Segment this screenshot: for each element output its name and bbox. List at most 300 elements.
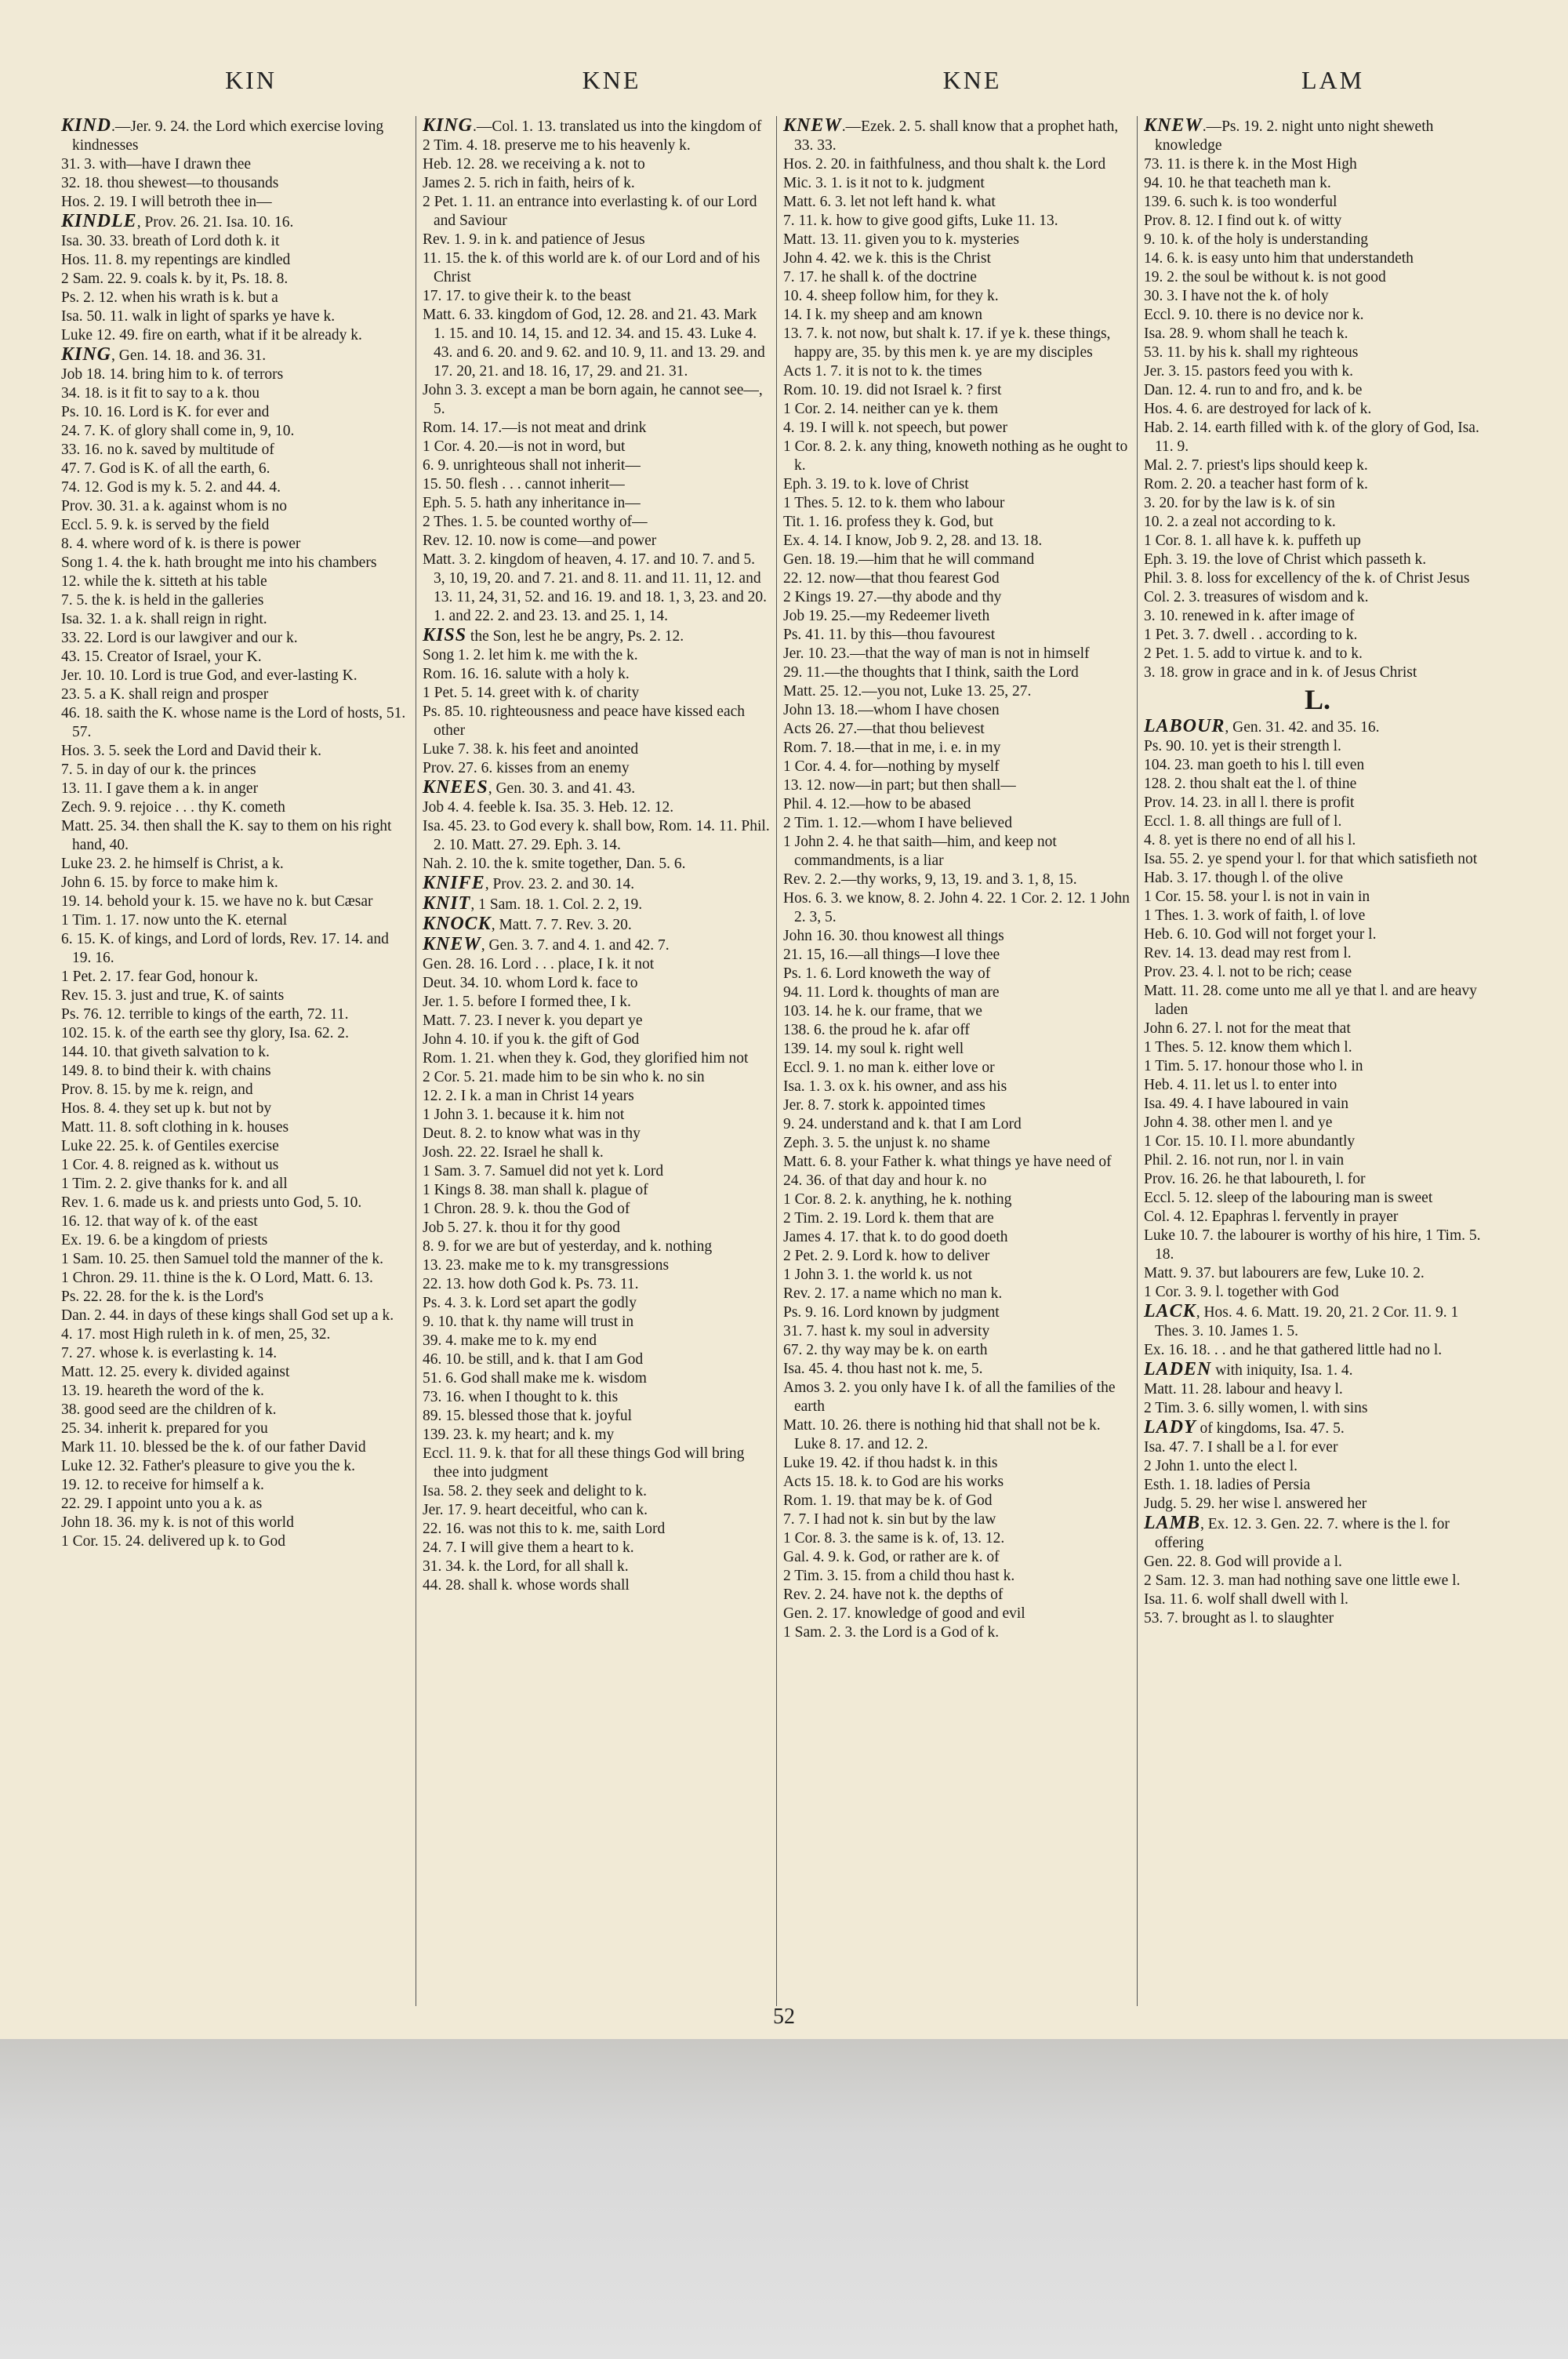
concordance-entry: Eccl. 11. 9. k. that for all these things God will bring thee into judgment	[423, 1445, 745, 1481]
concordance-entry: 1 Sam. 10. 25. then Samuel told the manner of the k.	[61, 1251, 384, 1267]
concordance-entry: 1 Sam. 2. 3. the Lord is a God of k.	[783, 1624, 1000, 1641]
concordance-entry: Isa. 11. 6. wolf shall dwell with l.	[1144, 1591, 1348, 1608]
concordance-entry: Tit. 1. 16. profess they k. God, but	[783, 514, 993, 530]
concordance-entry: 139. 23. k. my heart; and k. my	[423, 1427, 615, 1443]
column-4	[1137, 116, 1497, 2006]
concordance-entry: 1 Pet. 5. 14. greet with k. of charity	[423, 685, 640, 701]
concordance-entry: 4. 17. most High ruleth in k. of men, 25, 32.	[61, 1326, 331, 1343]
concordance-entry: 1 Cor. 4. 8. reigned as k. without us	[61, 1157, 279, 1173]
concordance-entry: Gen. 22. 8. God will provide a l.	[1144, 1554, 1342, 1570]
concordance-entry: Matt. 25. 12.—you not, Luke 13. 25, 27.	[783, 683, 1032, 700]
concordance-entry: 31. 34. k. the Lord, for all shall k.	[423, 1558, 629, 1575]
concordance-entry: KNOCK, Matt. 7. 7. Rev. 3. 20.	[423, 914, 632, 934]
column-3	[776, 116, 1137, 2006]
concordance-entry: Ps. 22. 28. for the k. is the Lord's	[61, 1289, 264, 1305]
concordance-entry: Prov. 14. 23. in all l. there is profit	[1144, 794, 1355, 811]
concordance-entry: Rom. 7. 18.—that in me, i. e. in my	[783, 740, 1001, 756]
concordance-entry: Job 5. 27. k. thou it for thy good	[423, 1219, 620, 1236]
concordance-entry: John 4. 42. we k. this is the Christ	[783, 250, 991, 267]
concordance-entry: KING, Gen. 14. 18. and 36. 31.	[61, 344, 267, 365]
concordance-entry: Ex. 4. 14. I know, Job 9. 2, 28. and 13. 18.	[783, 533, 1043, 549]
concordance-entry: Eccl. 9. 1. no man k. either love or	[783, 1060, 995, 1076]
concordance-entry: 67. 2. thy way may be k. on earth	[783, 1342, 988, 1358]
concordance-entry: Job 19. 25.—my Redeemer liveth	[783, 608, 990, 624]
headword: KING	[423, 116, 474, 136]
concordance-entry: 46. 10. be still, and k. that I am God	[423, 1351, 644, 1368]
concordance-entry: 8. 4. where word of k. is there is power	[61, 536, 301, 552]
concordance-entry: 104. 23. man goeth to his l. till even	[1144, 757, 1365, 773]
concordance-entry: 1 Chron. 29. 11. thine is the k. O Lord, Matt. 6. 13.	[61, 1270, 373, 1286]
concordance-entry: 10. 4. sheep follow him, for they k.	[783, 288, 999, 304]
concordance-entry: 13. 11. I gave them a k. in anger	[61, 780, 259, 797]
concordance-entry: Jer. 10. 10. Lord is true God, and ever-lasting K.	[61, 667, 358, 684]
concordance-entry: John 3. 3. except a man be born again, he cannot see—, 5.	[423, 382, 763, 417]
concordance-entry: Isa. 58. 2. they seek and delight to k.	[423, 1483, 647, 1499]
page-number: 52	[773, 2005, 795, 2029]
concordance-entry: 2 Tim. 2. 19. Lord k. them that are	[783, 1210, 994, 1227]
concordance-entry: 1 Tim. 2. 2. give thanks for k. and all	[61, 1176, 288, 1192]
concordance-entry: 1 Cor. 8. 1. all have k. k. puffeth up	[1144, 533, 1361, 549]
concordance-entry: Prov. 8. 12. I find out k. of witty	[1144, 213, 1342, 229]
concordance-entry: 2 Thes. 1. 5. be counted worthy of—	[423, 514, 648, 530]
concordance-entry: 1 Cor. 3. 9. l. together with God	[1144, 1284, 1339, 1300]
concordance-entry: Luke 12. 32. Father's pleasure to give you the k.	[61, 1458, 356, 1474]
headword: KING	[61, 344, 112, 365]
concordance-entry: Isa. 28. 9. whom shall he teach k.	[1144, 325, 1348, 342]
concordance-entry: 13. 12. now—in part; but then shall—	[783, 777, 1016, 794]
concordance-entry: 32. 18. thou shewest—to thousands	[61, 175, 279, 191]
concordance-entry: 22. 16. was not this to k. me, saith Lord	[423, 1521, 666, 1537]
concordance-entry: 94. 11. Lord k. thoughts of man are	[783, 984, 1000, 1001]
concordance-entry: 38. good seed are the children of k.	[61, 1401, 277, 1418]
concordance-entry: 2 Pet. 1. 11. an entrance into everlasting k. of our Lord and Saviour	[423, 194, 757, 229]
concordance-entry: 24. 36. of that day and hour k. no	[783, 1172, 987, 1189]
concordance-entry: Hos. 4. 6. are destroyed for lack of k.	[1144, 401, 1372, 417]
concordance-entry: Matt. 10. 26. there is nothing hid that shall not be k. Luke 8. 17. and 12. 2.	[783, 1417, 1101, 1452]
concordance-entry: Matt. 12. 25. every k. divided against	[61, 1364, 290, 1380]
concordance-entry: 1 Pet. 2. 17. fear God, honour k.	[61, 969, 259, 985]
concordance-entry: Prov. 16. 26. he that laboureth, l. for	[1144, 1171, 1366, 1187]
concordance-entry: 102. 15. k. of the earth see thy glory, Isa. 62. 2.	[61, 1025, 349, 1041]
concordance-entry: 9. 24. understand and k. that I am Lord	[783, 1116, 1022, 1132]
concordance-entry: Isa. 49. 4. I have laboured in vain	[1144, 1096, 1349, 1112]
concordance-entry: 1 Tim. 1. 17. now unto the K. eternal	[61, 912, 288, 929]
header-kne-2: KNE	[942, 66, 1002, 94]
concordance-entry: L.	[1304, 684, 1330, 715]
concordance-entry: 2 Cor. 5. 21. made him to be sin who k. no sin	[423, 1069, 705, 1085]
concordance-entry: 1 John 3. 1. the world k. us not	[783, 1267, 973, 1283]
concordance-entry: 2 Kings 19. 27.—thy abode and thy	[783, 589, 1002, 605]
concordance-entry: Ps. 85. 10. righteousness and peace have kissed each other	[423, 703, 746, 739]
concordance-entry: 1 Thes. 5. 12. know them which l.	[1144, 1039, 1352, 1056]
concordance-entry: 1 Kings 8. 38. man shall k. plague of	[423, 1182, 648, 1198]
concordance-entry: Isa. 1. 3. ox k. his owner, and ass his	[783, 1078, 1007, 1095]
concordance-entry: Eph. 5. 5. hath any inheritance in—	[423, 495, 641, 511]
concordance-entry: Luke 23. 2. he himself is Christ, a k.	[61, 856, 284, 872]
concordance-entry: Ps. 10. 16. Lord is K. for ever and	[61, 404, 270, 420]
page-background	[0, 2039, 1568, 2359]
concordance-entry: KNEW.—Ezek. 2. 5. shall know that a prophet hath, 33. 33.	[783, 116, 1119, 154]
concordance-entry: Col. 4. 12. Epaphras l. fervently in prayer	[1144, 1209, 1399, 1225]
concordance-entry: Zeph. 3. 5. the unjust k. no shame	[783, 1135, 990, 1151]
concordance-entry: Matt. 13. 11. given you to k. mysteries	[783, 231, 1019, 248]
concordance-entry: Heb. 6. 10. God will not forget your l.	[1144, 926, 1377, 943]
concordance-entry: 25. 34. inherit k. prepared for you	[61, 1420, 268, 1437]
concordance-entry: 14. 6. k. is easy unto him that understandeth	[1144, 250, 1414, 267]
concordance-entry: John 16. 30. thou knowest all things	[783, 928, 1004, 944]
concordance-entry: Hos. 6. 3. we know, 8. 2. John 4. 22. 1 Cor. 2. 12. 1 John 2. 3, 5.	[783, 890, 1130, 925]
concordance-entry: 12. 2. I k. a man in Christ 14 years	[423, 1088, 634, 1104]
concordance-entry: Jer. 3. 15. pastors feed you with k.	[1144, 363, 1354, 380]
concordance-entry: 2 Pet. 1. 5. add to virtue k. and to k.	[1144, 645, 1363, 662]
concordance-entry: Josh. 22. 22. Israel he shall k.	[423, 1144, 604, 1161]
concordance-entry: Jer. 1. 5. before I formed thee, I k.	[423, 994, 631, 1010]
concordance-entry: 73. 11. is there k. in the Most High	[1144, 156, 1357, 173]
concordance-entry: Mal. 2. 7. priest's lips should keep k.	[1144, 457, 1368, 474]
concordance-entry: James 2. 5. rich in faith, heirs of k.	[423, 175, 635, 191]
concordance-entry: John 13. 18.—whom I have chosen	[783, 702, 1000, 718]
concordance-entry: Rom. 14. 17.—is not meat and drink	[423, 420, 647, 436]
concordance-entry: 53. 7. brought as l. to slaughter	[1144, 1610, 1334, 1627]
concordance-entry: 1 Cor. 2. 14. neither can ye k. them	[783, 401, 999, 417]
concordance-entry: Heb. 4. 11. let us l. to enter into	[1144, 1077, 1338, 1093]
concordance-entry: 19. 2. the soul be without k. is not good	[1144, 269, 1386, 285]
concordance-entry: 22. 12. now—that thou fearest God	[783, 570, 1000, 587]
concordance-entry: 46. 18. saith the K. whose name is the Lord of hosts, 51. 57.	[61, 705, 406, 740]
concordance-entry: 1 Tim. 5. 17. honour those who l. in	[1144, 1058, 1363, 1074]
concordance-entry: Matt. 9. 37. but labourers are few, Luke 10. 2.	[1144, 1265, 1425, 1281]
concordance-entry: Job 4. 4. feeble k. Isa. 35. 3. Heb. 12. 12.	[423, 799, 674, 816]
concordance-entry: Matt. 25. 34. then shall the K. say to them on his right hand, 40.	[61, 818, 392, 853]
concordance-entry: 47. 7. God is K. of all the earth, 6.	[61, 460, 270, 477]
concordance-entry: Rev. 2. 2.—thy works, 9, 13, 19. and 3. 1, 8, 15.	[783, 871, 1077, 888]
concordance-entry: KNIT, 1 Sam. 18. 1. Col. 2. 2, 19.	[423, 893, 643, 914]
concordance-entry: 94. 10. he that teacheth man k.	[1144, 175, 1331, 191]
concordance-entry: 1 Cor. 15. 24. delivered up k. to God	[61, 1533, 285, 1550]
concordance-entry: 74. 12. God is my k. 5. 2. and 44. 4.	[61, 479, 281, 496]
concordance-entry: 2 Sam. 12. 3. man had nothing save one little ewe l.	[1144, 1572, 1461, 1589]
concordance-entry: 1 Cor. 4. 4. for—nothing by myself	[783, 758, 1000, 775]
concordance-entry: 1 Cor. 15. 58. your l. is not in vain in	[1144, 889, 1370, 905]
concordance-entry: Deut. 8. 2. to know what was in thy	[423, 1125, 641, 1142]
concordance-entry: Matt. 6. 33. kingdom of God, 12. 28. and 21. 43. Mark 1. 15. and 10. 14, 15. and 12. 34. and 15. 43. Luke 4. 43. and 6. 20. and 9. 62. and 10. 9, 11. and 13. 29. and 17. 20, 21. and 18. 16, 17, 29. and 21. 31.	[423, 307, 765, 380]
concordance-entry: KINDLE, Prov. 26. 21. Isa. 10. 16.	[61, 211, 294, 231]
concordance-entry: 12. while the k. sitteth at his table	[61, 573, 267, 590]
headword: KNEW	[783, 116, 842, 136]
concordance-entry: Eccl. 1. 8. all things are full of l.	[1144, 813, 1342, 830]
concordance-entry: 4. 19. I will k. not speech, but power	[783, 420, 1007, 436]
concordance-entry: 7. 5. the k. is held in the galleries	[61, 592, 264, 609]
concordance-entry: 30. 3. I have not the k. of holy	[1144, 288, 1329, 304]
concordance-entry: Rev. 1. 9. in k. and patience of Jesus	[423, 231, 645, 248]
concordance-entry: Isa. 45. 23. to God every k. shall bow, Rom. 14. 11. Phil. 2. 10. Matt. 27. 29. Eph. 3. 14.	[423, 818, 770, 853]
concordance-entry: 2 Tim. 3. 6. silly women, l. with sins	[1144, 1400, 1368, 1416]
concordance-entry: Eph. 3. 19. to k. love of Christ	[783, 476, 969, 493]
concordance-entry: 24. 7. I will give them a heart to k.	[423, 1539, 634, 1556]
concordance-entry: 2 Pet. 2. 9. Lord k. how to deliver	[783, 1248, 990, 1264]
concordance-entry: James 4. 17. that k. to do good doeth	[783, 1229, 1008, 1245]
concordance-entry: Col. 2. 3. treasures of wisdom and k.	[1144, 589, 1369, 605]
concordance-entry: 6. 9. unrighteous shall not inherit—	[423, 457, 641, 474]
concordance-entry: 1 Cor. 8. 3. the same is k. of, 13. 12.	[783, 1530, 1005, 1547]
concordance-entry: 29. 11.—the thoughts that I think, saith the Lord	[783, 664, 1079, 681]
headword: KIND	[61, 116, 112, 136]
concordance-entry: Ex. 19. 6. be a kingdom of priests	[61, 1232, 268, 1249]
concordance-entry: Job 18. 14. bring him to k. of terrors	[61, 366, 284, 383]
concordance-entry: Matt. 11. 8. soft clothing in k. houses	[61, 1119, 289, 1136]
concordance-entry: 1 Cor. 15. 10. I l. more abundantly	[1144, 1133, 1356, 1150]
concordance-entry: 9. 10. k. of the holy is understanding	[1144, 231, 1368, 248]
concordance-entry: 1 Pet. 3. 7. dwell . . according to k.	[1144, 627, 1358, 643]
concordance-entry: KNIFE, Prov. 23. 2. and 30. 14.	[423, 873, 635, 893]
concordance-entry: 1 Cor. 8. 2. k. anything, he k. nothing	[783, 1191, 1012, 1208]
concordance-entry: 1 John 2. 4. he that saith—him, and keep not commandments, is a liar	[783, 834, 1057, 869]
concordance-entry: 2 Sam. 22. 9. coals k. by it, Ps. 18. 8.	[61, 271, 289, 287]
concordance-entry: Ps. 2. 12. when his wrath is k. but a	[61, 289, 278, 306]
concordance-entry: 33. 16. no k. saved by multitude of	[61, 442, 274, 458]
concordance-entry: 1 Cor. 8. 2. k. any thing, knoweth nothing as he ought to k.	[783, 438, 1128, 474]
concordance-entry: Rev. 2. 17. a name which no man k.	[783, 1285, 1003, 1302]
concordance-entry: 139. 14. my soul k. right well	[783, 1041, 964, 1057]
concordance-entry: Ps. 9. 16. Lord known by judgment	[783, 1304, 1000, 1321]
concordance-entry: 128. 2. thou shalt eat the l. of thine	[1144, 776, 1357, 792]
concordance-entry: 10. 2. a zeal not according to k.	[1144, 514, 1336, 530]
concordance-entry: Ps. 90. 10. yet is their strength l.	[1144, 738, 1341, 754]
concordance-entry: 2 Tim. 3. 15. from a child thou hast k.	[783, 1568, 1015, 1584]
concordance-entry: Ps. 41. 11. by this—thou favourest	[783, 627, 996, 643]
concordance-entry: 21. 15, 16.—all things—I love thee	[783, 947, 1000, 963]
concordance-entry: 14. I k. my sheep and am known	[783, 307, 982, 323]
concordance-entry: 7. 17. he shall k. of the doctrine	[783, 269, 977, 285]
concordance-entry: 13. 7. k. not now, but shalt k. 17. if ye k. these things, happy are, 35. by this men k. ye are my disciples	[783, 325, 1111, 361]
concordance-entry: 43. 15. Creator of Israel, your K.	[61, 649, 262, 665]
concordance-entry: LADY of kingdoms, Isa. 47. 5.	[1144, 1417, 1345, 1438]
concordance-entry: 2 Tim. 1. 12.—whom I have believed	[783, 815, 1012, 831]
concordance-entry: LADEN with iniquity, Isa. 1. 4.	[1144, 1359, 1353, 1379]
concordance-entry: Rev. 1. 6. made us k. and priests unto God, 5. 10.	[61, 1194, 362, 1211]
concordance-entry: 51. 6. God shall make me k. wisdom	[423, 1370, 647, 1387]
header-kne-1: KNE	[582, 66, 641, 94]
concordance-entry: 4. 8. yet is there no end of all his l.	[1144, 832, 1356, 849]
concordance-entry: Rom. 1. 21. when they k. God, they glorified him not	[423, 1050, 749, 1067]
concordance-entry: 1 Cor. 4. 20.—is not in word, but	[423, 438, 626, 455]
concordance-entry: Ex. 16. 18. . . and he that gathered little had no l.	[1144, 1342, 1443, 1358]
concordance-entry: 73. 16. when I thought to k. this	[423, 1389, 619, 1405]
concordance-entry: Matt. 6. 3. let not left hand k. what	[783, 194, 996, 210]
concordance-entry: Mark 11. 10. blessed be the k. of our father David	[61, 1439, 366, 1456]
column-2	[416, 116, 776, 2006]
concordance-entry: Acts 26. 27.—that thou believest	[783, 721, 985, 737]
column-1	[55, 116, 416, 2006]
concordance-entry: Hos. 2. 19. I will betroth thee in—	[61, 194, 272, 210]
concordance-entry: Luke 22. 25. k. of Gentiles exercise	[61, 1138, 279, 1154]
concordance-entry: LABOUR, Gen. 31. 42. and 35. 16.	[1144, 716, 1380, 736]
concordance-entry: 1 Sam. 3. 7. Samuel did not yet k. Lord	[423, 1163, 664, 1180]
concordance-entry: Rom. 1. 19. that may be k. of God	[783, 1492, 993, 1509]
concordance-entry: LAMB, Ex. 12. 3. Gen. 22. 7. where is the l. for offering	[1144, 1513, 1450, 1551]
concordance-entry: Dan. 2. 44. in days of these kings shall God set up a k.	[61, 1307, 394, 1324]
concordance-entry: 7. 27. whose k. is everlasting k. 14.	[61, 1345, 278, 1361]
concordance-entry: Luke 12. 49. fire on earth, what if it be already k.	[61, 327, 362, 343]
headword: KISS	[423, 625, 467, 645]
concordance-entry: 24. 7. K. of glory shall come in, 9, 10.	[61, 423, 295, 439]
concordance-entry: 7. 5. in day of our k. the princes	[61, 761, 256, 778]
concordance-entry: Hos. 8. 4. they set up k. but not by	[61, 1100, 272, 1117]
concordance-entry: Rom. 2. 20. a teacher hast form of k.	[1144, 476, 1368, 493]
headword: LADY	[1144, 1417, 1196, 1438]
headword: KNIFE	[423, 873, 485, 893]
headword: KINDLE	[61, 211, 137, 231]
concordance-entry: Hab. 3. 17. though l. of the olive	[1144, 870, 1344, 886]
concordance-entry: 19. 14. behold your k. 15. we have no k. but Cæsar	[61, 893, 373, 910]
concordance-entry: 2 Tim. 4. 18. preserve me to his heavenly k.	[423, 137, 691, 154]
concordance-entry: 1 Chron. 28. 9. k. thou the God of	[423, 1201, 630, 1217]
concordance-entry: KIND.—Jer. 9. 24. the Lord which exercise loving kindnesses	[61, 116, 384, 154]
concordance-entry: KNEW.—Ps. 19. 2. night unto night sheweth knowledge	[1144, 116, 1434, 154]
concordance-entry: Prov. 27. 6. kisses from an enemy	[423, 760, 630, 776]
concordance-entry: 9. 10. that k. thy name will trust in	[423, 1314, 634, 1330]
concordance-entry: Isa. 55. 2. ye spend your l. for that which satisfieth not	[1144, 851, 1478, 867]
concordance-entry: Hab. 2. 14. earth filled with k. of the glory of God, Isa. 11. 9.	[1144, 420, 1479, 455]
concordance-entry: Rom. 10. 19. did not Israel k. ? first	[783, 382, 1002, 398]
concordance-entry: 23. 5. a K. shall reign and prosper	[61, 686, 269, 703]
headword: KNIT	[423, 893, 471, 914]
concordance-entry: LACK, Hos. 4. 6. Matt. 19. 20, 21. 2 Cor. 11. 9. 1 Thes. 3. 10. James 1. 5.	[1144, 1301, 1459, 1339]
concordance-entry: Acts 15. 18. k. to God are his works	[783, 1474, 1004, 1490]
concordance-entry: Rev. 12. 10. now is come—and power	[423, 533, 657, 549]
concordance-entry: 7. 7. I had not k. sin but by the law	[783, 1511, 996, 1528]
concordance-entry: 31. 3. with—have I drawn thee	[61, 156, 252, 173]
header-kin: KIN	[225, 66, 277, 94]
concordance-entry: Amos 3. 2. you only have I k. of all the families of the earth	[783, 1379, 1116, 1415]
concordance-entry: Isa. 32. 1. a k. shall reign in right.	[61, 611, 267, 627]
concordance-entry: 1 Thes. 5. 12. to k. them who labour	[783, 495, 1005, 511]
concordance-entry: Matt. 11. 28. labour and heavy l.	[1144, 1381, 1343, 1398]
concordance-entry: Zech. 9. 9. rejoice . . . thy K. cometh	[61, 799, 285, 816]
concordance-entry: John 4. 10. if you k. the gift of God	[423, 1031, 640, 1048]
concordance-entry: Prov. 23. 4. l. not to be rich; cease	[1144, 964, 1352, 980]
concordance-entry: Matt. 3. 2. kingdom of heaven, 4. 17. and 10. 7. and 5. 3, 10, 19, 20. and 7. 21. and 8. 11. and 11. 11, 12. and 13. 11, 24, 31, 52. and 16. 19. and 18. 1, 3, 23. and 20. 1. and 22. 2. and 23. 13. and 25. 1, 14.	[423, 551, 767, 624]
concordance-entry: Gen. 2. 17. knowledge of good and evil	[783, 1605, 1025, 1622]
concordance-entry: 39. 4. make me to k. my end	[423, 1332, 597, 1349]
concordance-entry: 11. 15. the k. of this world are k. of our Lord and of his Christ	[423, 250, 760, 285]
concordance-entry: 144. 10. that giveth salvation to k.	[61, 1044, 270, 1060]
concordance-entry: Rev. 14. 13. dead may rest from l.	[1144, 945, 1352, 961]
concordance-entry: Judg. 5. 29. her wise l. answered her	[1144, 1496, 1367, 1512]
concordance-entry: Luke 7. 38. k. his feet and anointed	[423, 741, 639, 758]
concordance-entry: Deut. 34. 10. whom Lord k. face to	[423, 975, 638, 991]
concordance-entry: 31. 7. hast k. my soul in adversity	[783, 1323, 990, 1339]
header-lam: LAM	[1301, 66, 1365, 94]
concordance-entry: 22. 13. how doth God k. Ps. 73. 11.	[423, 1276, 639, 1292]
concordance-entry: 7. 11. k. how to give good gifts, Luke 11. 13.	[783, 213, 1058, 229]
concordance-entry: Hos. 3. 5. seek the Lord and David their k.	[61, 743, 321, 759]
concordance-entry: Nah. 2. 10. the k. smite together, Dan. 5. 6.	[423, 856, 686, 872]
concordance-entry: Jer. 17. 9. heart deceitful, who can k.	[423, 1502, 648, 1518]
concordance-entry: Prov. 8. 15. by me k. reign, and	[61, 1081, 253, 1098]
concordance-entry: Isa. 45. 4. thou hast not k. me, 5.	[783, 1361, 983, 1377]
concordance-entry: John 4. 38. other men l. and ye	[1144, 1114, 1333, 1131]
concordance-entry: Acts 1. 7. it is not to k. the times	[783, 363, 982, 380]
concordance-entry: Song 1. 4. the k. hath brought me into his chambers	[61, 554, 377, 571]
concordance-entry: Hos. 2. 20. in faithfulness, and thou shalt k. the Lord	[783, 156, 1106, 173]
concordance-entry: Jer. 8. 7. stork k. appointed times	[783, 1097, 985, 1114]
concordance-entry: Isa. 50. 11. walk in light of sparks ye have k.	[61, 308, 336, 325]
concordance-entry: Luke 19. 42. if thou hadst k. in this	[783, 1455, 998, 1471]
concordance-entry: Mic. 3. 1. is it not to k. judgment	[783, 175, 985, 191]
concordance-entry: Rom. 16. 16. salute with a holy k.	[423, 666, 630, 682]
concordance-entry: John 6. 27. l. not for the meat that	[1144, 1020, 1351, 1037]
concordance-entry: Luke 10. 7. the labourer is worthy of his hire, 1 Tim. 5. 18.	[1144, 1227, 1481, 1263]
concordance-entry: 3. 18. grow in grace and in k. of Jesus Christ	[1144, 664, 1417, 681]
concordance-columns	[55, 116, 1497, 2006]
headword: KNEW	[1144, 116, 1203, 136]
concordance-entry: Matt. 7. 23. I never k. you depart ye	[423, 1012, 643, 1029]
headword: KNEW	[423, 934, 481, 954]
headword: KNOCK	[423, 914, 492, 934]
concordance-entry: Gen. 18. 19.—him that he will command	[783, 551, 1035, 568]
concordance-entry: 89. 15. blessed those that k. joyful	[423, 1408, 633, 1424]
concordance-entry: 1 John 3. 1. because it k. him not	[423, 1107, 625, 1123]
concordance-entry: 53. 11. by his k. shall my righteous	[1144, 344, 1359, 361]
headword: KNEES	[423, 777, 488, 798]
concordance-entry: KING.—Col. 1. 13. translated us into the kingdom of	[423, 116, 762, 136]
concordance-entry: Dan. 12. 4. run to and fro, and k. be	[1144, 382, 1363, 398]
concordance-entry: John 18. 36. my k. is not of this world	[61, 1514, 294, 1531]
concordance-entry: 19. 12. to receive for himself a k.	[61, 1477, 264, 1493]
concordance-entry: Esth. 1. 18. ladies of Persia	[1144, 1477, 1311, 1493]
headword: LABOUR	[1144, 716, 1225, 736]
concordance-entry: 13. 23. make me to k. my transgressions	[423, 1257, 670, 1274]
concordance-entry: Gal. 4. 9. k. God, or rather are k. of	[783, 1549, 1000, 1565]
concordance-entry: 103. 14. he k. our frame, that we	[783, 1003, 982, 1020]
concordance-entry: 34. 18. is it fit to say to a k. thou	[61, 385, 260, 402]
concordance-entry: 13. 19. heareth the word of the k.	[61, 1383, 264, 1399]
concordance-entry: 33. 22. Lord is our lawgiver and our k.	[61, 630, 298, 646]
concordance-entry: Isa. 30. 33. breath of Lord doth k. it	[61, 233, 280, 249]
concordance-entry: KISS the Son, lest he be angry, Ps. 2. 12.	[423, 625, 684, 645]
concordance-entry: 15. 50. flesh . . . cannot inherit—	[423, 476, 625, 493]
concordance-entry: 3. 10. renewed in k. after image of	[1144, 608, 1355, 624]
concordance-entry: Ps. 76. 12. terrible to kings of the earth, 72. 11.	[61, 1006, 349, 1023]
headword: LAMB	[1144, 1513, 1201, 1533]
concordance-entry: Phil. 4. 12.—how to be abased	[783, 796, 971, 812]
concordance-entry: 149. 8. to bind their k. with chains	[61, 1063, 271, 1079]
concordance-entry: 6. 15. K. of kings, and Lord of lords, Rev. 17. 14. and 19. 16.	[61, 931, 389, 966]
concordance-entry: Phil. 2. 16. not run, nor l. in vain	[1144, 1152, 1345, 1169]
concordance-entry: 139. 6. such k. is too wonderful	[1144, 194, 1338, 210]
concordance-entry: KNEW, Gen. 3. 7. and 4. 1. and 42. 7.	[423, 934, 670, 954]
concordance-entry: Hos. 11. 8. my repentings are kindled	[61, 252, 291, 268]
concordance-entry: KNEES, Gen. 30. 3. and 41. 43.	[423, 777, 636, 798]
headword: LADEN	[1144, 1359, 1212, 1379]
concordance-entry: Eccl. 5. 9. k. is served by the field	[61, 517, 270, 533]
concordance-entry: 17. 17. to give their k. to the beast	[423, 288, 631, 304]
concordance-entry: Isa. 47. 7. I shall be a l. for ever	[1144, 1439, 1338, 1456]
concordance-entry: Rev. 15. 3. just and true, K. of saints	[61, 987, 285, 1004]
concordance-entry: Prov. 30. 31. a k. against whom is no	[61, 498, 287, 514]
concordance-entry: Matt. 11. 28. come unto me all ye that l. and are heavy laden	[1144, 983, 1477, 1018]
concordance-entry: Jer. 10. 23.—that the way of man is not in himself	[783, 645, 1090, 662]
running-headers	[0, 66, 1568, 105]
concordance-entry: Eph. 3. 19. the love of Christ which passeth k.	[1144, 551, 1427, 568]
concordance-entry: 22. 29. I appoint unto you a k. as	[61, 1496, 263, 1512]
concordance-entry: Eccl. 9. 10. there is no device nor k.	[1144, 307, 1364, 323]
concordance-entry: John 6. 15. by force to make him k.	[61, 874, 278, 891]
headword: LACK	[1144, 1301, 1196, 1321]
concordance-entry: Matt. 6. 8. your Father k. what things ye have need of	[783, 1154, 1112, 1170]
concordance-entry: 3. 20. for by the law is k. of sin	[1144, 495, 1335, 511]
